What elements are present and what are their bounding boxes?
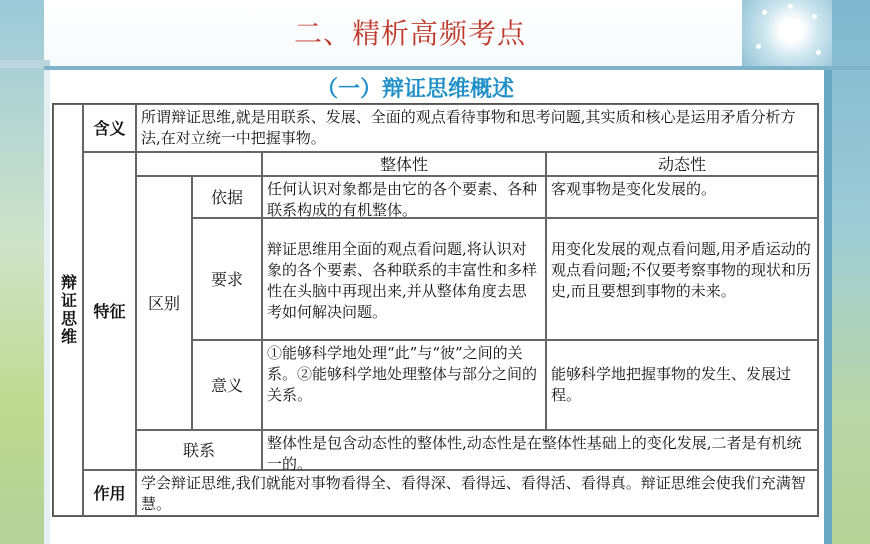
- significance-dynamic-text: 能够科学地把握事物的发生、发展过程。: [546, 340, 818, 430]
- section-subtitle: （一）辩证思维概述: [315, 77, 514, 102]
- left-decorative-border: [0, 0, 44, 544]
- connection-label: 联系: [136, 430, 262, 470]
- row-label-significance: 意义: [192, 340, 262, 430]
- column-header-dynamic: 动态性: [546, 152, 818, 176]
- row-label-basis: 依据: [192, 176, 262, 218]
- concept-table: [52, 103, 819, 517]
- sun-burst-decoration: [742, 0, 832, 68]
- basis-dynamic-text: 客观事物是变化发展的。: [546, 176, 818, 218]
- right-decorative-border: [832, 0, 870, 544]
- effect-label: 作用: [83, 470, 136, 516]
- corner-accent: [0, 60, 50, 68]
- significance-whole-text: ①能够科学地处理“此”与“彼”之间的关系。②能够科学地处理整体与部分之间的关系。: [262, 340, 546, 430]
- column-header-whole: 整体性: [262, 152, 546, 176]
- page-title: 二、精析高频考点: [293, 17, 526, 50]
- left-inner-border: [44, 0, 50, 544]
- requirement-whole-text: 辩证思维用全面的观点看问题,将认识对象的各个要素、各种联系的丰富性和多样性在头脑中再现出来,并从整体角度去思考如何解决问题。: [262, 218, 546, 340]
- features-label: 特征: [83, 152, 136, 470]
- meaning-text: 所谓辩证思维,就是用联系、发展、全面的观点看待事物和思考问题,其实质和核心是运用矛盾分析方法,在对立统一中把握事物。: [136, 104, 818, 152]
- basis-whole-text: 任何认识对象都是由它的各个要素、各种联系构成的有机整体。: [262, 176, 546, 218]
- right-inner-border: [824, 68, 832, 544]
- header-divider: [44, 66, 870, 70]
- effect-text: 学会辩证思维,我们就能对事物看得全、看得深、看得远、看得活、看得真。辩证思维会使我们充满智慧。: [136, 470, 818, 516]
- connection-text: 整体性是包含动态性的整体性,动态性是在整体性基础上的变化发展,二者是有机统一的。: [262, 430, 818, 470]
- row-label-requirement: 要求: [192, 218, 262, 340]
- header-blank-cell: [136, 152, 262, 176]
- row-group-label: 辩证思维: [53, 104, 83, 516]
- difference-label: 区别: [136, 176, 192, 430]
- meaning-label: 含义: [83, 104, 136, 152]
- requirement-dynamic-text: 用变化发展的观点看问题,用矛盾运动的观点看问题;不仅要考察事物的现状和历史,而且要想到事物的未来。: [546, 218, 818, 340]
